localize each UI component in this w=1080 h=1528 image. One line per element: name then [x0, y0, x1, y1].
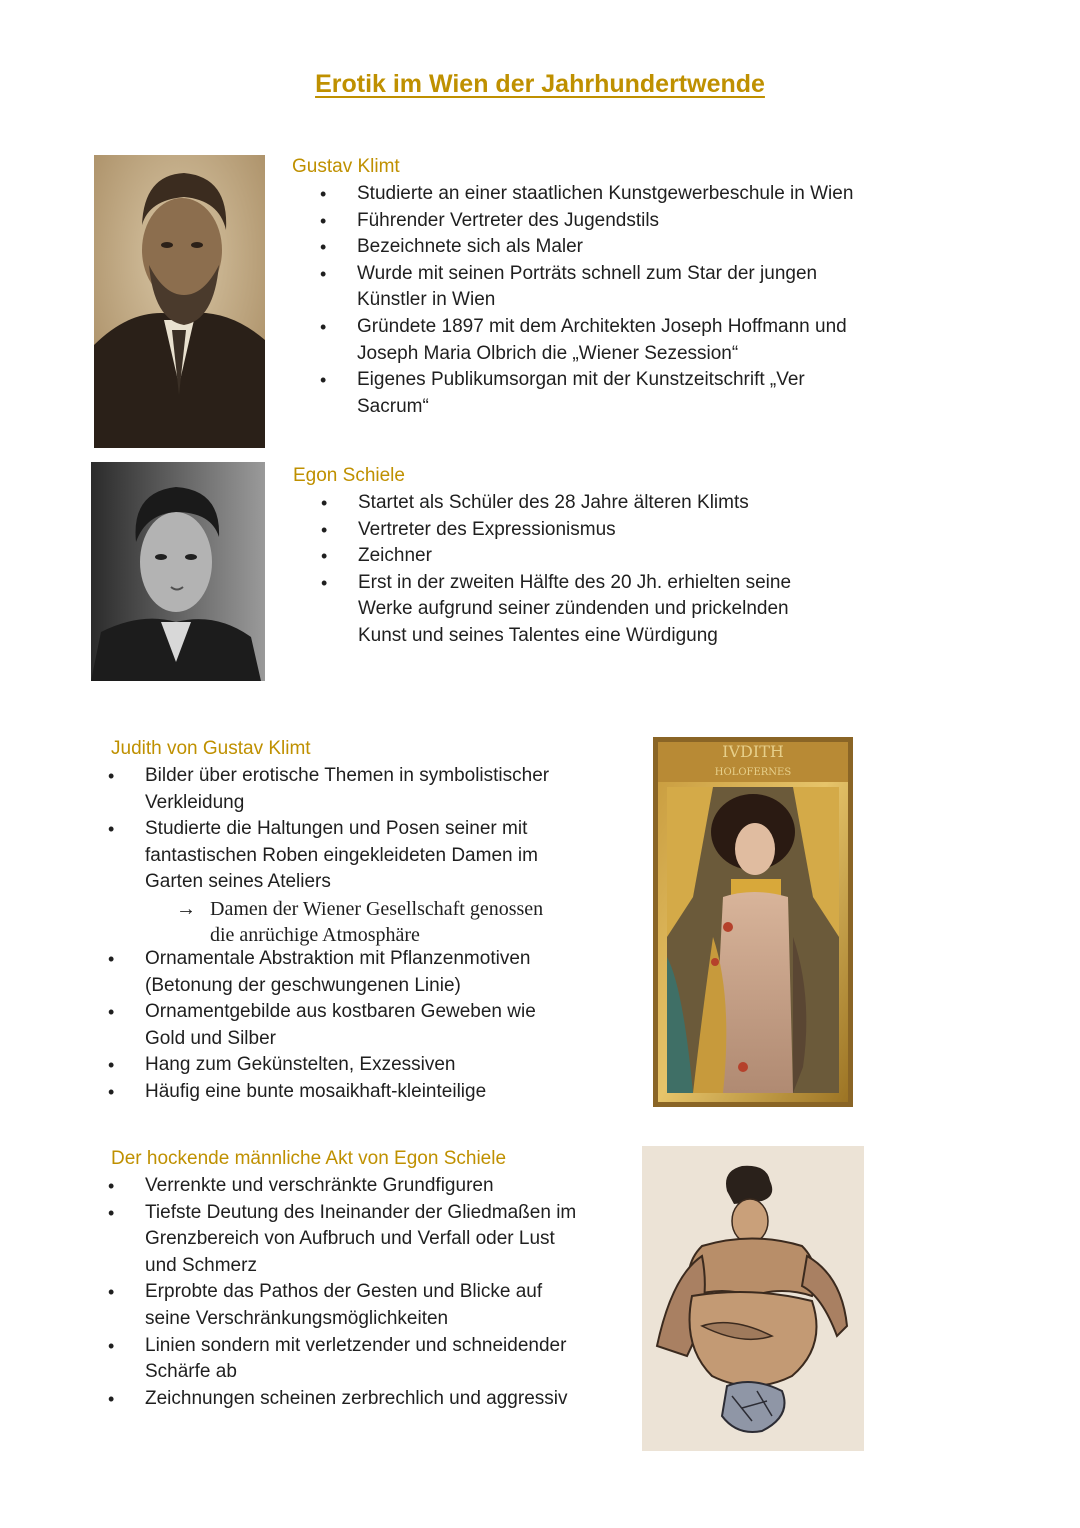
akt-heading: Der hockende männliche Akt von Egon Schiele — [111, 1148, 507, 1169]
list-item: • Eigenes Publikumsorgan mit der Kunstzeitschrift „Ver Sacrum“ — [357, 367, 857, 420]
list-item: • Hang zum Gekünstelten, Exzessiven — [145, 1052, 575, 1079]
klimt-bullet-list — [357, 181, 857, 420]
list-item: • Linien sondern mit verletzender und schneidender Schärfe ab — [145, 1333, 585, 1386]
list-item: • Führender Vertreter des Jugendstils — [357, 208, 857, 235]
page-title: Erotik im Wien der Jahrhundertwende — [315, 70, 765, 98]
klimt-portrait-image — [94, 155, 265, 448]
judith-bullet-list-b — [145, 946, 575, 1106]
judith-sub-note — [176, 896, 560, 948]
arrow-right-icon: → — [176, 898, 196, 920]
sub-note-text: Damen der Wiener Gesellschaft genossen die anrüchige Atmosphäre — [210, 898, 544, 946]
klimt-heading: Gustav Klimt — [292, 156, 400, 177]
list-item: • Zeichner — [358, 543, 838, 570]
list-item: • Ornamentgebilde aus kostbaren Geweben wie Gold und Silber — [145, 999, 575, 1052]
judith-bullet-list-a — [145, 763, 575, 896]
list-item: • Studierte die Haltungen und Posen seiner mit fantastischen Roben eingekleideten Damen im Garten seines Ateliers — [145, 816, 575, 896]
list-item: • Erst in der zweiten Hälfte des 20 Jh. erhielten seine Werke aufgrund seiner zündenden und prickelnden Kunst und seines Talentes eine Würdigung — [358, 570, 838, 650]
judith-painting-image — [653, 737, 853, 1107]
schiele-heading: Egon Schiele — [293, 465, 405, 486]
akt-drawing-image — [642, 1146, 864, 1451]
list-item: • Verrenkte und verschränkte Grundfiguren — [145, 1173, 585, 1200]
list-item: • Erprobte das Pathos der Gesten und Blicke auf seine Verschränkungsmöglichkeiten — [145, 1279, 585, 1332]
akt-bullet-list — [145, 1173, 585, 1412]
schiele-bullet-list — [358, 490, 838, 650]
list-item: • Vertreter des Expressionismus — [358, 517, 838, 544]
list-item: • Bezeichnete sich als Maler — [357, 234, 857, 261]
list-item: • Studierte an einer staatlichen Kunstgewerbeschule in Wien — [357, 181, 857, 208]
list-item: • Startet als Schüler des 28 Jahre älteren Klimts — [358, 490, 838, 517]
list-item: • Bilder über erotische Themen in symbolistischer Verkleidung — [145, 763, 575, 816]
schiele-portrait-image — [91, 462, 265, 681]
list-item: • Tiefste Deutung des Ineinander der Gliedmaßen im Grenzbereich von Aufbruch und Verfall oder Lust und Schmerz — [145, 1200, 585, 1280]
list-item: • Gründete 1897 mit dem Architekten Joseph Hoffmann und Joseph Maria Olbrich die „Wiener Sezession“ — [357, 314, 857, 367]
list-item: • Ornamentale Abstraktion mit Pflanzenmotiven (Betonung der geschwungenen Linie) — [145, 946, 575, 999]
list-item: • Wurde mit seinen Porträts schnell zum Star der jungen Künstler in Wien — [357, 261, 857, 314]
judith-heading: Judith von Gustav Klimt — [111, 738, 311, 759]
painting-inscription-1: IVDITH — [722, 742, 784, 761]
painting-inscription-2: HOLOFERNES — [714, 767, 792, 778]
list-item: • Häufig eine bunte mosaikhaft-kleinteilige — [145, 1079, 575, 1106]
list-item: • Zeichnungen scheinen zerbrechlich und aggressiv — [145, 1386, 585, 1413]
